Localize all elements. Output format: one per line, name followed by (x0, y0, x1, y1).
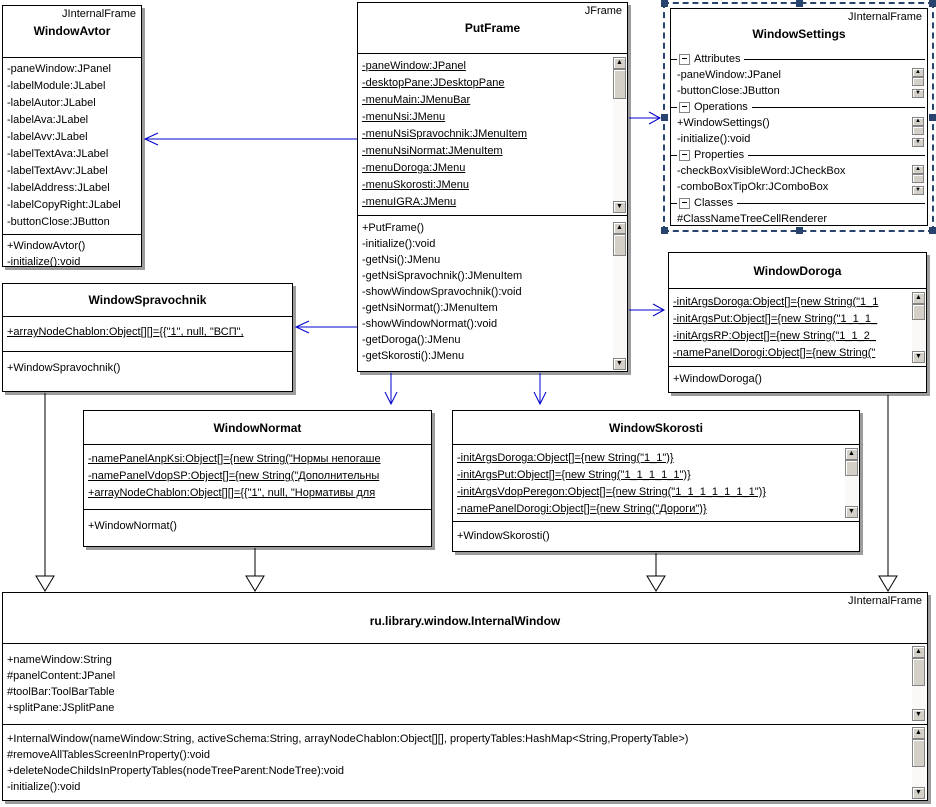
settings-row[interactable]: -paneWindow:JPanel (677, 69, 781, 81)
attribute-row[interactable]: -namePanelVdopSP:Object[]={new String("Дополнительны (88, 470, 380, 482)
attribute-row[interactable]: +arrayNodeChablon:Object[][]={{"1", null, "Нормативы для (88, 487, 376, 499)
association-arrow-putframe-to-windowsettings[interactable] (629, 112, 660, 124)
operation-row[interactable]: +InternalWindow(nameWindow:String, activeSchema:String, arrayNodeChablon:Object[][], propertyTables:HashMap<String,PropertyTable>) (7, 733, 689, 745)
operation-row[interactable]: -showWindowNormat():void (362, 318, 498, 330)
attribute-row[interactable]: +nameWindow:String (7, 654, 112, 666)
attribute-row[interactable]: -initArgsPut:Object[]={new String("1_1_1_1_1")} (457, 469, 691, 481)
vertical-scrollbar[interactable] (912, 646, 925, 721)
scroll-down-button[interactable]: ▼ (912, 709, 925, 721)
scroll-thumb[interactable] (912, 174, 924, 183)
class-window-spravochnik[interactable] (2, 283, 293, 392)
operations-section (3, 351, 292, 391)
scroll-up-button[interactable]: ▲ (912, 117, 924, 126)
settings-row[interactable]: -buttonClose:JButton (677, 85, 780, 97)
selection-handle[interactable] (929, 114, 936, 121)
class-header (453, 411, 859, 444)
attribute-row[interactable]: -buttonClose:JButton (7, 216, 110, 228)
selection-handle[interactable] (661, 227, 668, 234)
class-header (3, 284, 292, 316)
scroll-track[interactable] (613, 256, 626, 358)
operation-row[interactable]: #removeAllTablesScreenInProperty():void (7, 749, 210, 761)
class-header (84, 411, 431, 444)
generalization-triangle-icon (647, 576, 665, 591)
scroll-down-button[interactable]: ▼ (912, 186, 924, 195)
vertical-scrollbar[interactable] (912, 165, 924, 195)
class-header (669, 253, 926, 288)
scroll-up-button[interactable]: ▲ (912, 646, 925, 658)
selection-handle[interactable] (796, 0, 803, 7)
settings-row[interactable]: -initialize():void (677, 133, 751, 145)
operation-row[interactable]: -showWindowSpravochnik():void (362, 286, 522, 298)
operation-row[interactable]: -initialize():void (362, 238, 436, 250)
separator-lead-line (671, 203, 677, 204)
collapse-icon[interactable] (679, 150, 690, 161)
selection-handle[interactable] (796, 227, 803, 234)
operation-row[interactable]: +deleteNodeChildsInPropertyTables(nodeTreeParent:NodeTree):void (7, 765, 345, 777)
selection-handle[interactable] (929, 0, 936, 7)
class-name: WindowSettings (752, 27, 846, 41)
generalization-triangle-icon (879, 576, 897, 591)
attributes-section (3, 57, 141, 234)
scroll-down-button[interactable]: ▼ (613, 201, 626, 213)
operations-section (358, 215, 627, 371)
scroll-down-button[interactable]: ▼ (912, 89, 924, 98)
operations-section (3, 724, 927, 800)
scroll-up-button[interactable]: ▲ (613, 57, 626, 69)
settings-row[interactable]: +WindowSettings() (677, 117, 770, 129)
association-arrow-putframe-to-windowspravochnik[interactable] (296, 321, 357, 333)
vertical-scrollbar[interactable] (912, 68, 924, 98)
operation-row[interactable]: +WindowDoroga() (673, 373, 762, 385)
class-window-skorosti[interactable] (452, 410, 860, 552)
scroll-thumb[interactable] (613, 234, 626, 256)
attribute-row[interactable]: -labelAutor:JLabel (7, 97, 96, 109)
attribute-row[interactable]: -menuIGRA:JMenu (362, 196, 457, 208)
class-name: WindowSkorosti (609, 420, 703, 435)
separator-lead-line (671, 155, 677, 156)
vertical-scrollbar[interactable] (613, 57, 626, 213)
attribute-row[interactable]: #toolBar:ToolBarTable (7, 686, 115, 698)
attribute-row[interactable]: -labelAvv:JLabel (7, 131, 88, 143)
scroll-thumb[interactable] (912, 77, 924, 86)
settings-row[interactable]: -comboBoxTipOkr:JComboBox (677, 181, 829, 193)
attribute-row[interactable]: -initArgsDoroga:Object[]={new String("1_1 (673, 296, 879, 308)
attribute-row[interactable]: -menuMain:JMenuBar (362, 94, 471, 106)
class-name: ru.library.window.InternalWindow (369, 614, 561, 628)
operations-section (3, 234, 141, 266)
vertical-scrollbar[interactable] (613, 222, 626, 370)
attributes-section (3, 643, 927, 724)
association-arrow-putframe-to-windowdoroga[interactable] (629, 304, 664, 316)
class-window-doroga[interactable] (668, 252, 927, 393)
generalization-triangle-icon (36, 576, 54, 591)
generalization-triangle-icon (246, 576, 264, 591)
scroll-up-button[interactable]: ▲ (912, 165, 924, 174)
settings-row[interactable]: -checkBoxVisibleWord:JCheckBox (677, 165, 846, 177)
operation-row[interactable]: -initialize():void (7, 256, 81, 266)
attribute-row[interactable]: -namePanelAnpKsi:Object[]={new String("Нормы непогаше (88, 453, 381, 465)
class-name: WindowSpravochnik (88, 293, 207, 307)
attribute-row[interactable]: -menuSkorosti:JMenu (362, 179, 469, 191)
settings-row[interactable]: Attributes (671, 51, 927, 67)
operation-row[interactable]: -getNsiSpravochnik():JMenuItem (362, 270, 523, 282)
association-arrow-putframe-to-windowavtor[interactable] (145, 133, 357, 145)
attribute-row[interactable]: +splitPane:JSplitPane (7, 702, 115, 714)
scroll-track[interactable] (613, 99, 626, 201)
vertical-scrollbar[interactable] (845, 448, 858, 518)
settings-row[interactable]: #ClassNameTreeCellRenderer (677, 213, 827, 225)
scroll-thumb[interactable] (912, 658, 925, 686)
vertical-scrollbar[interactable] (912, 117, 924, 147)
stereotype-label: JInternalFrame (62, 8, 136, 20)
class-name: WindowDoroga (753, 263, 842, 278)
settings-row[interactable]: Operations (671, 99, 927, 115)
attribute-row[interactable]: -menuDoroga:JMenu (362, 162, 466, 174)
stereotype-label: JInternalFrame (848, 11, 922, 23)
operations-section (669, 366, 926, 392)
attribute-row[interactable]: -labelAva:JLabel (7, 114, 89, 126)
attribute-row[interactable]: -labelModule:JLabel (7, 80, 106, 92)
scroll-thumb[interactable] (613, 69, 626, 99)
separator-lead-line (671, 59, 677, 60)
operation-row[interactable]: -getDoroga():JMenu (362, 334, 461, 346)
attributes-section (453, 444, 859, 521)
vertical-scrollbar[interactable] (912, 292, 925, 363)
association-arrow-putframe-to-windownormat[interactable] (385, 373, 397, 404)
operation-row[interactable]: +WindowNormat() (88, 520, 177, 532)
scroll-down-button[interactable]: ▼ (845, 506, 858, 518)
attribute-row[interactable]: -menuNsi:JMenu (362, 111, 446, 123)
operation-row[interactable]: +WindowAvtor() (7, 240, 86, 252)
selection-handle[interactable] (661, 114, 668, 121)
scroll-down-button[interactable]: ▼ (912, 138, 924, 147)
class-window-settings[interactable] (670, 8, 928, 226)
scroll-track[interactable] (912, 320, 925, 351)
attribute-row[interactable]: -initArgsDoroga:Object[]={new String("1_1")} (457, 452, 674, 464)
collapse-icon[interactable] (679, 198, 690, 209)
operation-row[interactable]: +PutFrame() (362, 222, 425, 234)
separator-line (744, 59, 925, 60)
stereotype-label: JFrame (584, 5, 622, 17)
collapse-icon[interactable] (679, 54, 690, 65)
attribute-row[interactable]: -menuNsiNormat:JMenuItem (362, 145, 503, 157)
scroll-track[interactable] (912, 767, 925, 787)
settings-row[interactable]: Properties (671, 147, 927, 163)
association-arrow-putframe-to-windowskorosti[interactable] (534, 373, 546, 404)
class-window-avtor[interactable] (2, 5, 142, 267)
scroll-track[interactable] (912, 686, 925, 709)
separator-lead-line (671, 107, 677, 108)
attribute-row[interactable]: -namePanelDorogi:Object[]={new String("Дороги")} (457, 503, 707, 515)
scroll-thumb[interactable] (912, 126, 924, 135)
operation-row[interactable]: +WindowSpravochnik() (7, 362, 121, 374)
operation-row[interactable]: -getNsiNormat():JMenuItem (362, 302, 498, 314)
attribute-row[interactable]: -labelAddress:JLabel (7, 182, 110, 194)
attributes-section (669, 288, 926, 366)
attribute-row[interactable]: -namePanelDorogi:Object[]={new String(" (673, 347, 876, 359)
class-header (671, 9, 927, 51)
class-header (3, 593, 927, 643)
scroll-up-button[interactable]: ▲ (845, 448, 858, 460)
settings-row[interactable]: Classes (671, 195, 927, 211)
class-window-normat[interactable] (83, 410, 432, 547)
attribute-row[interactable]: -initArgsVdopPeregon:Object[]={new String("1_1_1_1_1_1_1")} (457, 486, 766, 498)
separator-line (748, 155, 925, 156)
scroll-up-button[interactable]: ▲ (912, 727, 925, 739)
operation-row[interactable]: -getSkorosti():JMenu (362, 350, 465, 362)
attribute-row[interactable]: -initArgsPut:Object[]={new String("1_1_1_ (673, 313, 878, 325)
vertical-scrollbar[interactable] (912, 727, 925, 799)
operations-section (453, 521, 859, 551)
scroll-up-button[interactable]: ▲ (613, 222, 626, 234)
class-put-frame[interactable] (357, 2, 628, 372)
class-name: PutFrame (464, 21, 521, 35)
attribute-row[interactable]: -labelTextAva:JLabel (7, 148, 109, 160)
attribute-row[interactable]: #panelContent:JPanel (7, 670, 116, 682)
class-name: WindowNormat (213, 420, 302, 435)
scroll-down-button[interactable]: ▼ (613, 358, 626, 370)
attribute-row[interactable]: -menuNsiSpravochnik:JMenuItem (362, 128, 528, 140)
attribute-row[interactable]: -initArgsRP:Object[]={new String("1_1_2_ (673, 330, 876, 342)
attribute-row[interactable]: -labelTextAvv:JLabel (7, 165, 108, 177)
separator-line (737, 203, 925, 204)
scroll-track[interactable] (845, 476, 858, 506)
scroll-up-button[interactable]: ▲ (912, 292, 925, 304)
attribute-row[interactable]: -paneWindow:JPanel (7, 63, 111, 75)
attribute-row[interactable]: -labelCopyRight:JLabel (7, 199, 121, 211)
attribute-row[interactable]: -desktopPane:JDesktopPane (362, 77, 505, 89)
stereotype-label: JInternalFrame (848, 595, 922, 607)
scroll-thumb[interactable] (845, 460, 858, 476)
operation-row[interactable]: -initialize():void (7, 781, 81, 793)
scroll-up-button[interactable]: ▲ (912, 68, 924, 77)
scroll-down-button[interactable]: ▼ (912, 351, 925, 363)
selection-handle[interactable] (661, 0, 668, 7)
scroll-thumb[interactable] (912, 739, 925, 767)
scroll-thumb[interactable] (912, 304, 925, 320)
class-internal-window[interactable] (2, 592, 928, 801)
collapse-icon[interactable] (679, 102, 690, 113)
grouped-members (671, 51, 927, 227)
scroll-down-button[interactable]: ▼ (912, 787, 925, 799)
selection-handle[interactable] (929, 227, 936, 234)
attribute-row[interactable]: -paneWindow:JPanel (362, 60, 466, 72)
operations-section (84, 509, 431, 546)
separator-line (752, 107, 925, 108)
attributes-section (3, 316, 292, 351)
attributes-section (84, 444, 431, 509)
class-header (3, 6, 141, 57)
operation-row[interactable]: +WindowSkorosti() (457, 530, 550, 542)
attribute-row[interactable]: +arrayNodeChablon:Object[][]={{"1", null, "ВСП", (7, 326, 244, 338)
attributes-section (358, 53, 627, 215)
class-name: WindowAvtor (33, 24, 111, 38)
class-header (358, 3, 627, 53)
operation-row[interactable]: -getNsi():JMenu (362, 254, 441, 266)
